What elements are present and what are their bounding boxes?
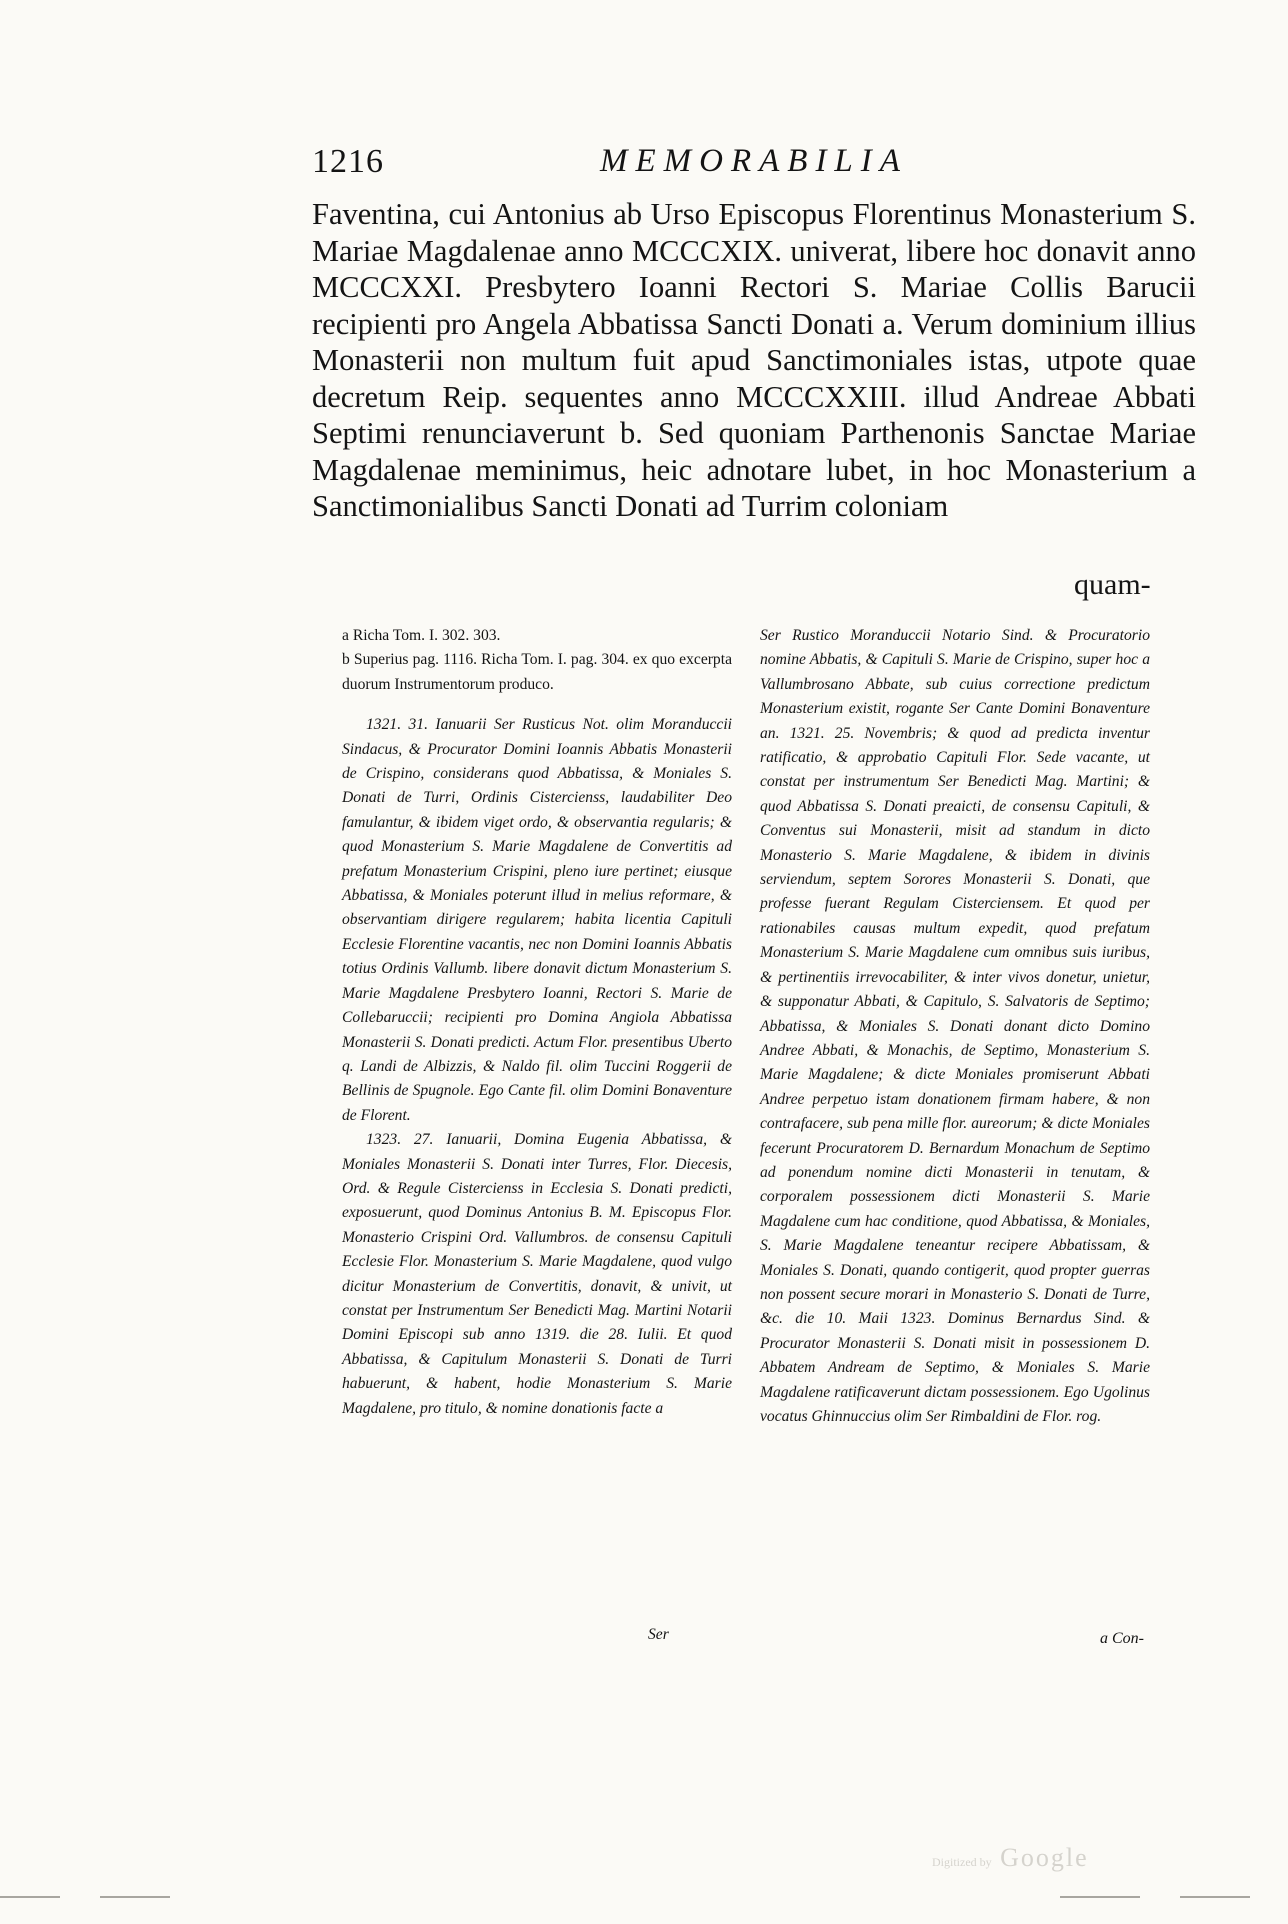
scan-edge-mark: [100, 1896, 170, 1898]
watermark-logo: Google: [1000, 1843, 1089, 1872]
scan-edge-mark: [1180, 1896, 1250, 1898]
right-column: [760, 624, 1150, 1429]
page-header: [0, 143, 1288, 183]
main-text-block: [312, 196, 1196, 525]
running-head: MEMORABILIA: [600, 143, 908, 179]
footnote-b: b Superius pag. 1116. Richa Tom. I. pag. 304. ex quo excerpta duorum Instrumentorum produco.: [342, 651, 732, 693]
left-column-catchword: Ser: [648, 1626, 669, 1643]
document-entry-1321: 1321. 31. Ianuarii Ser Rusticus Not. olim Moranduccii Sindacus, & Procurator Domini Ioannis Abbatis Monasterii de Crispino, considerans quod Abbatissa, & Moniales S. Donati de Turri, Ordinis Cistercienss, laudabiliter Deo famulantur, & ibidem viget ordo, & observantia regularis; & quod Monasterium S. Marie Magdalene de Convertitis ad prefatum Monasterium Crispini, pleno iure pertinet; eiusque Abbatissa, & Moniales poterunt illud in melius reformare, & observantiam dirigere regularem; habita licentia Capituli Ecclesie Florentine vacantis, nec non Domini Ioannis Abbatis totius Ordinis Vallumb. libere donavit dictum Monasterium S. Marie Magdalene Presbytero Ioanni, Rectori S. Marie de Collebaruccii; recipienti pro Domina Angiola Abbatissa Monasterii S. Donati predicti. Actum Flor. presentibus Uberto q. Landi de Albizzis, & Naldo fil. olim Tuccini Roggerii de Bellinis de Spugnole. Ego Cante fil. olim Domini Bonaventure de Florent.: [342, 716, 732, 1124]
footnotes: [342, 624, 732, 697]
watermark-small: Digitized by: [932, 1855, 992, 1869]
main-paragraph: Faventina, cui Antonius ab Urso Episcopus Florentinus Monasterium S. Mariae Magdalenae anno MCCCXIX. univerat, libere hoc donavit anno MCCCXXI. Presbytero Ioanni Rectori S. Mariae Collis Barucii recipienti pro Angela Abbatissa Sancti Donati a. Verum dominium illius Monasterii non multum fuit apud Sanctimoniales istas, utpote quae decretum Reip. sequentes anno MCCCXXIII. illud Andreae Abbati Septimi renunciaverunt b. Sed quoniam Parthenonis Sanctae Mariae Magdalenae meminimus, heic adnotare lubet, in hoc Monasterium a Sanctimonialibus Sancti Donati ad Turrim coloniam: [312, 197, 1196, 523]
right-column-catchword: a Con-: [1100, 1630, 1144, 1647]
left-column: [342, 624, 732, 1421]
document-entry-continued: Ser Rustico Moranduccii Notario Sind. & Procuratorio nomine Abbatis, & Capituli S. Marie de Crispino, super hoc a Vallumbrosano Abbate, sub cuius correctione predictum Monasterium existit, rogante Ser Cante Domini Bonaventure an. 1321. 25. Novembris; & quod ad predicta inventur ratificatio, & approbatio Capituli Flor. Sede vacante, ut constat per instrumentum Ser Benedicti Mag. Martini; & quod Abbatissa S. Donati preaicti, de consensu Capituli, & Conventus sui Monasterii, misit ad standum in dicto Monasterio S. Marie Magdalene, & ibidem in divinis serviendum, septem Sorores Monasterii S. Donati, que professe fuerant Regulam Cisterciensem. Et quod per rationabiles causas multum expedit, quod prefatum Monasterium S. Marie Magdalene cum omnibus suis iuribus, & pertinentiis irrevocabiliter, & inter vivos donetur, unietur, & supponatur Abbati, & Capitulo, S. Salvatoris de Septimo; Abbatissa, & Moniales S. Donati donant dicto Domino Andree Abbati, & Monachis, de Septimo, Monasterium S. Marie Magdalene; & dicte Moniales promiserunt Abbati Andree perpetuo istam donationem firmam habere, & non contrafacere, sub pena mille flor. aureorum; & dicte Moniales fecerunt Procuratorem D. Bernardum Monachum de Septimo ad ponendum nomine dicti Monasterii in tenutam, & corporalem possessionem dicti Monasterii S. Marie Magdalene cum hac conditione, quod Abbatissa, & Moniales, S. Marie Magdalene teneantur recipere Abbatissam, & Moniales S. Donati, quando contigerit, quod propter guerras non possent secure morari in Monasterio S. Donati de Turre, &c. die 10. Maii 1323. Dominus Bernardus Sind. & Procurator Monasterii S. Donati misit in possessionem D. Abbatem Andream de Septimo, & Moniales S. Marie Magdalene ratificaverunt dictam possessionem. Ego Ugolinus vocatus Ghinnuccius olim Ser Rimbaldini de Flor. rog.: [760, 627, 1150, 1425]
scan-edge-mark: [1060, 1896, 1140, 1898]
document-entry-1323: 1323. 27. Ianuarii, Domina Eugenia Abbatissa, & Moniales Monasterii S. Donati inter Turres, Flor. Diecesis, Ord. & Regule Cistercienss in Ecclesia S. Donati predicti, exposuerunt, quod Dominus Antonius B. M. Episcopus Flor. Monasterio Crispini Ord. Vallumbros. de consensu Capituli Ecclesie Flor. Monasterium S. Marie Magdalene, quod vulgo dicitur Monasterium de Convertitis, donavit, & univit, ut constat per Instrumentum Ser Benedicti Mag. Martini Notarii Domini Episcopi sub anno 1319. die 28. Iulii. Et quod Abbatissa, & Capitulum Monasterii S. Donati de Turri habuerunt, & habent, hodie Monasterium S. Marie Magdalene, pro titulo, & nomine donationis facte a: [342, 1131, 732, 1417]
digitization-watermark: [932, 1843, 1089, 1873]
footnote-a: a Richa Tom. I. 302. 303.: [342, 627, 501, 644]
catchword: quam-: [1074, 568, 1151, 601]
scan-edge-mark: [0, 1896, 60, 1898]
page-number: 1216: [312, 143, 384, 180]
